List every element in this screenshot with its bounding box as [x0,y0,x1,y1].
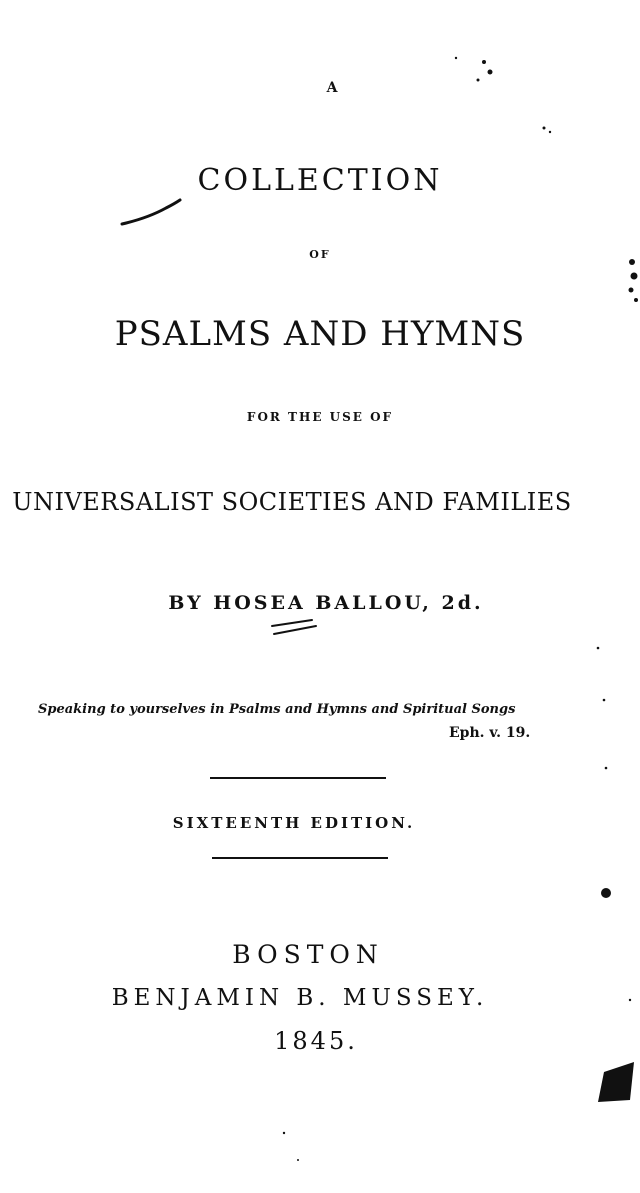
for-use-line: FOR THE USE OF [246,410,394,424]
title-of: OF [309,248,331,261]
audience-line: UNIVERSALIST SOCIETIES AND FAMILIES [12,488,572,516]
author-byline: BY HOSEA BALLOU, 2d. [168,592,484,614]
epigraph: Speaking to yourselves in Psalms and Hymns and Spiritual Songs [38,702,516,717]
title-collection: COLLECTION [197,163,443,198]
imprint-year: 1845. [274,1027,358,1055]
edition-line: SIXTEENTH EDITION. [172,814,416,832]
main-title: PSALMS AND HYMNS [114,314,526,354]
epigraph-citation: Eph. v. 19. [449,725,531,741]
title-article: A [326,80,338,96]
imprint-city: BOSTON [232,940,384,969]
imprint-publisher: BENJAMIN B. MUSSEY. [111,985,489,1011]
